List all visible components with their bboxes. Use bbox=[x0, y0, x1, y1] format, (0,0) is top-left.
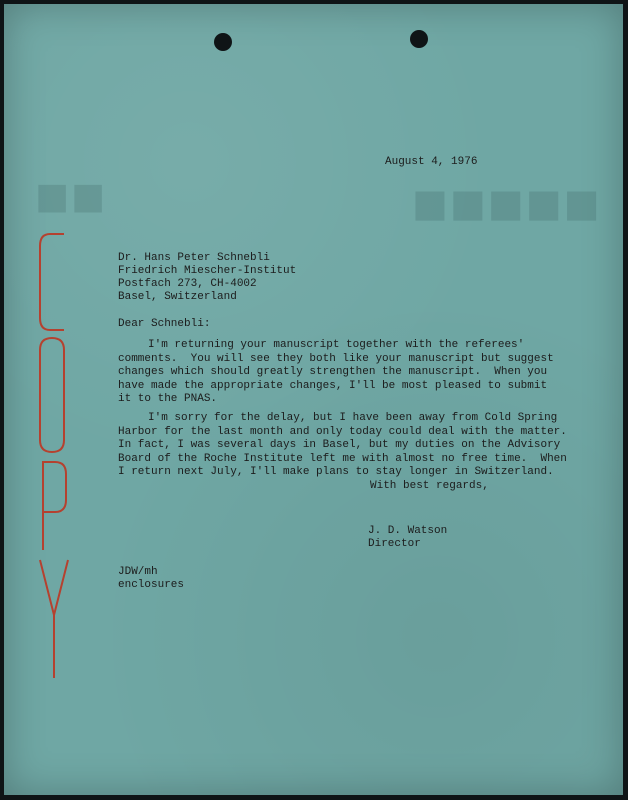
body-paragraph-1: I'm returning your manuscript together with the referees' comments. You will see they both like your manuscript but suggest changes which should greatly strengthen the manuscript. When you have made the appropriate changes, I'll be most pleased to submit it to the PNAS. bbox=[118, 339, 554, 405]
bleed-through-mark: ■■ bbox=[35, 175, 108, 217]
enclosures-line: enclosures bbox=[118, 579, 185, 591]
body-paragraph-2: I'm sorry for the delay, but I have been away from Cold Spring Harbor for the last month and only today could deal with the matter. In fact, I was several days in Basel, but my duties on the Advisory Board of the Roche Institute left me with almost no free time. When I return next July, I'll make plans to stay longer in Switzerland. bbox=[118, 412, 567, 478]
signature-name: J. D. Watson bbox=[368, 525, 448, 537]
recipient-line: Friedrich Miescher-Institut bbox=[118, 265, 297, 277]
signature-title: Director bbox=[368, 538, 421, 550]
salutation: Dear Schnebli: bbox=[118, 318, 211, 330]
initials-line: JDW/mh bbox=[118, 566, 158, 578]
recipient-line: Dr. Hans Peter Schnebli bbox=[118, 252, 270, 264]
punch-hole-left bbox=[214, 33, 232, 51]
recipient-line: Postfach 273, CH-4002 bbox=[118, 278, 257, 290]
recipient-line: Basel, Switzerland bbox=[118, 291, 237, 303]
punch-hole-right bbox=[410, 30, 428, 48]
bleed-through-mark: ■■■■■ bbox=[412, 180, 602, 225]
closing: With best regards, bbox=[370, 480, 489, 492]
letter-date: August 4, 1976 bbox=[385, 156, 478, 168]
